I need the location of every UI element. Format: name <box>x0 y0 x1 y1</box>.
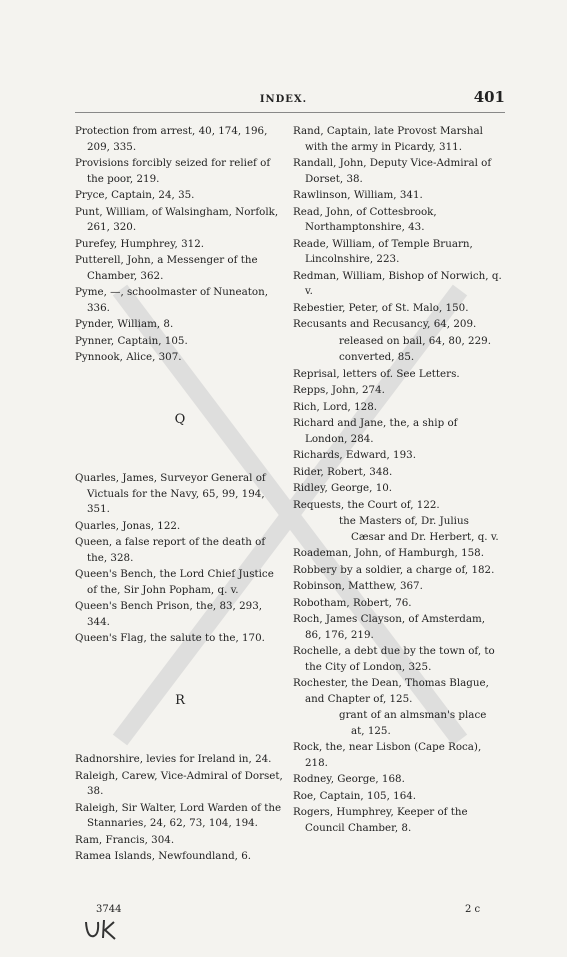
index-entry: Pynner, Captain, 105. <box>75 334 188 347</box>
page-header-title: INDEX. <box>259 94 308 105</box>
index-entry: Read, John, of Cottesbrook, Northamptonshire, 43. <box>293 205 437 233</box>
index-entry: Rand, Captain, late Provost Marshal with the army in Picardy, 311. <box>293 125 483 153</box>
left-column <box>75 124 285 866</box>
index-entry: Reade, William, of Temple Bruarn, Lincolnshire, 223. <box>293 237 473 265</box>
index-entry: Ramea Islands, Newfoundland, 6. <box>75 850 252 862</box>
index-entry: Queen's Flag, the salute to the, 170. <box>75 632 265 644</box>
index-entry: Pynnook, Alice, 307. <box>75 351 182 363</box>
right-column <box>293 124 503 837</box>
index-entry: Pynder, William, 8. <box>75 318 174 330</box>
index-entry: Redman, William, Bishop of Norwich, q. v. <box>293 269 502 297</box>
header-rule <box>75 112 505 113</box>
index-subentry: released on bail, 64, 80, 229. <box>339 334 491 347</box>
index-entry: Rock, the, near Lisbon (Cape Roca), 218. <box>293 741 482 769</box>
section-letter: R <box>175 692 185 708</box>
index-entry: Roe, Captain, 105, 164. <box>293 789 417 802</box>
index-entry: Roademan, John, of Hamburgh, 158. <box>293 547 485 559</box>
index-entry: Ram, Francis, 304. <box>75 833 175 846</box>
index-subentry: the Masters of, Dr. Julius Cæsar and Dr. Herbert, q. v. <box>339 515 499 543</box>
index-entry: Rich, Lord, 128. <box>293 400 378 413</box>
index-entry: Punt, William, of Walsingham, Norfolk, 261, 320. <box>75 205 279 233</box>
index-entry: Reprisal, letters of. See Letters. <box>293 367 460 380</box>
folio-mark: 2 c <box>465 904 481 915</box>
index-entry: Raleigh, Sir Walter, Lord Warden of the Stannaries, 24, 62, 73, 104, 194. <box>75 801 282 829</box>
section-letter: Q <box>174 411 186 427</box>
index-entry: Purefey, Humphrey, 312. <box>75 237 205 250</box>
index-entry: Rochelle, a debt due by the town of, to the City of London, 325. <box>293 645 495 673</box>
index-entry: Pyme, —, schoolmaster of Nuneaton, 336. <box>75 286 269 314</box>
index-entry: Rodney, George, 168. <box>293 773 405 785</box>
index-entry: Rawlinson, William, 341. <box>293 189 423 201</box>
index-entry: Queen's Bench Prison, the, 83, 293, 344. <box>75 600 263 628</box>
index-entry: Roch, James Clayson, of Amsterdam, 86, 176, 219. <box>293 613 486 641</box>
index-entry: Rider, Robert, 348. <box>293 465 393 478</box>
index-entry: Rogers, Humphrey, Keeper of the Council Chamber, 8. <box>293 806 468 834</box>
index-entry: Radnorshire, levies for Ireland in, 24. <box>75 753 272 765</box>
index-entry: Queen, a false report of the death of the, 328. <box>75 536 266 564</box>
index-entry: Protection from arrest, 40, 174, 196, 209, 335. <box>75 125 268 153</box>
index-entry: Recusants and Recusancy, 64, 209. <box>293 318 477 330</box>
index-entry: Richards, Edward, 193. <box>293 449 416 461</box>
handwritten-mark <box>84 918 124 942</box>
index-entry: Quarles, Jonas, 122. <box>75 519 181 532</box>
index-entry: Repps, John, 274. <box>293 384 385 396</box>
index-entry: Putterell, John, a Messenger of the Chamber, 362. <box>75 254 258 282</box>
index-subentry: converted, 85. <box>339 351 415 363</box>
index-entry: Robbery by a soldier, a charge of, 182. <box>293 563 495 576</box>
index-entry: Quarles, James, Surveyor General of Victuals for the Navy, 65, 99, 194, 351. <box>75 472 266 515</box>
index-entry: Randall, John, Deputy Vice-Admiral of Dorset, 38. <box>293 157 492 185</box>
index-entry: Ridley, George, 10. <box>293 482 393 494</box>
index-entry: Pryce, Captain, 24, 35. <box>75 189 195 201</box>
index-entry: Provisions forcibly seized for relief of the poor, 219. <box>75 157 271 185</box>
index-entry: Raleigh, Carew, Vice-Admiral of Dorset, 38. <box>75 769 283 797</box>
index-entry: Queen's Bench, the Lord Chief Justice of the, Sir John Popham, q. v. <box>75 568 274 596</box>
signature-mark: 3744 <box>96 904 122 915</box>
index-entry: Robotham, Robert, 76. <box>293 596 412 609</box>
page-number: 401 <box>473 88 505 106</box>
index-subentry: grant of an almsman's place at, 125. <box>339 709 487 737</box>
index-entry: Robinson, Matthew, 367. <box>293 580 423 592</box>
index-entry: Rebestier, Peter, of St. Malo, 150. <box>293 301 469 314</box>
index-entry: Rochester, the Dean, Thomas Blague, and Chapter of, 125. <box>293 677 489 705</box>
index-entry: Requests, the Court of, 122. <box>293 498 440 511</box>
index-entry: Richard and Jane, the, a ship of London, 284. <box>293 417 458 445</box>
